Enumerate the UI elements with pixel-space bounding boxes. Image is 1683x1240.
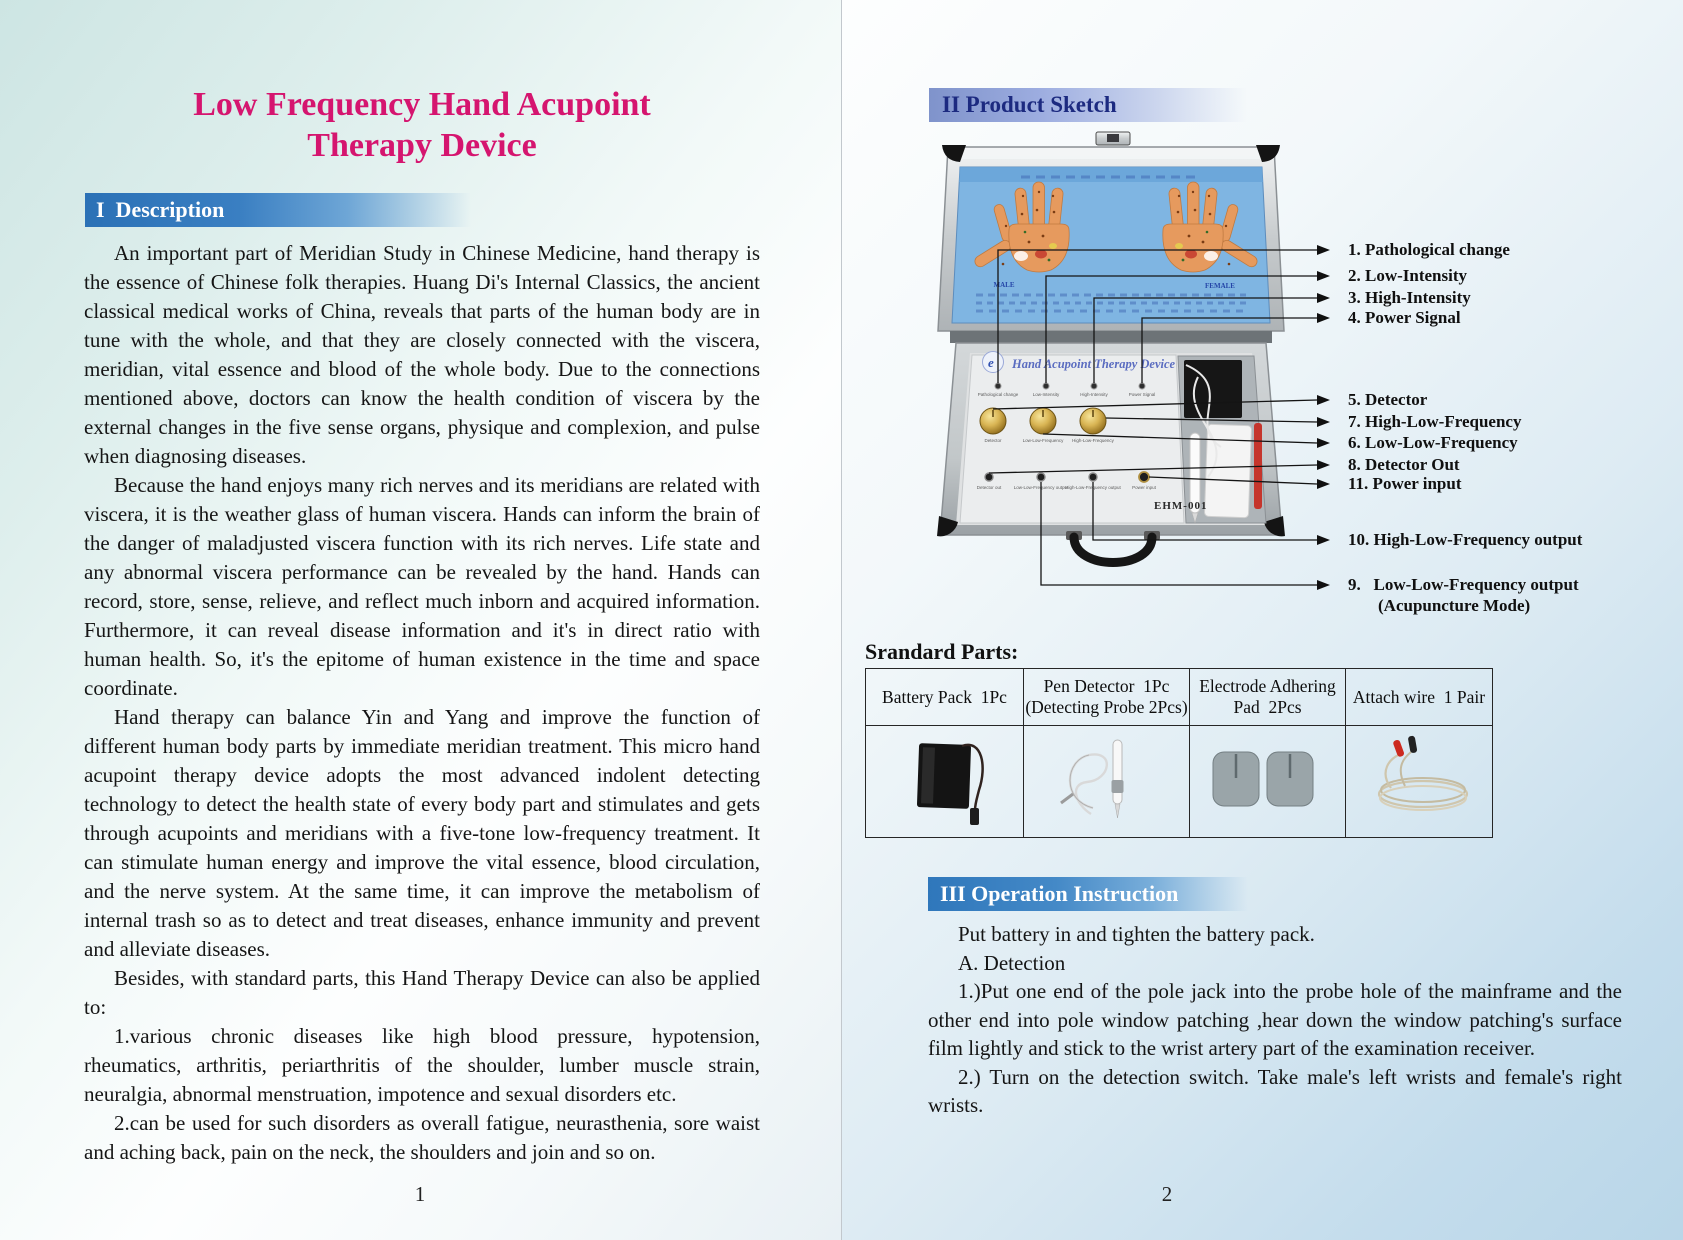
callout-arrow <box>1317 245 1330 590</box>
control-knobs <box>980 408 1115 443</box>
indicator-label: Low-Intensity <box>1032 392 1060 397</box>
description-text <box>84 239 760 1167</box>
knob-label: Low-Low-Frequency <box>1022 438 1064 443</box>
paragraph: A. Detection <box>958 950 1066 975</box>
section-heading-description: I Description <box>85 193 471 227</box>
male-label: MALE <box>993 281 1015 289</box>
page-right <box>841 0 1683 1240</box>
knob-label: High-Low-Frequency <box>1072 438 1114 443</box>
case-lid <box>938 145 1284 331</box>
page-left <box>0 0 841 1240</box>
parts-table <box>865 668 1493 838</box>
indicator-label: Pathological change <box>977 392 1019 397</box>
attach-wire-image <box>1345 726 1492 837</box>
callout-power-signal: 4. Power Signal <box>1348 308 1461 327</box>
detector-out-jack <box>985 473 993 481</box>
paragraph: 2.) Turn on the detection switch. Take male's left wrists and female's right wrists. <box>928 1064 1622 1117</box>
model-number: EHM-001 <box>1154 500 1208 512</box>
callout-detector: 5. Detector <box>1348 390 1428 409</box>
callout-power-input: 11. Power input <box>1348 474 1462 493</box>
callout-high-low-frequency: 7. High-Low-Frequency <box>1348 412 1522 431</box>
paragraph: Hand therapy can balance Yin and Yang and improve the function of different human body parts by immediate meridian treatment. This micro hand acupoint therapy device adopts the most advanced indolent detecting technology to detect the health state of every body part and stimulates and gets through acupoints and meridians with a five-tone low-frequency treatment. It can stimulate human energy and improve the vital essence, blood circulation, and the nerve system. At the same time, it can improve the metabolism of internal trash so as to detect and treat diseases, enhance immunity and prevent and alleviate diseases. <box>84 705 760 961</box>
callout-high-intensity: 3. High-Intensity <box>1348 288 1471 307</box>
device-case-illustration <box>936 125 1336 592</box>
high-low-frequency-output-jack <box>1089 473 1097 481</box>
paragraph: An important part of Meridian Study in Chinese Medicine, hand therapy is the essence of Chinese folk therapies. Huang Di's Internal Classics, the ancient classical medical works of China, reveals that parts of the human body are in tune with the whole, and that they are closely connected with the viscera, meridian, vital essence and blood of the whole body. Due to the connections mentioned above, doctors can know the health condition of viscera by the external changes in the five sense organs, physique and complexion, and pulse when diagnosing diseases. <box>84 241 760 468</box>
table-header-battery-pack: Battery Pack 1Pc <box>866 669 1023 726</box>
female-label: FEMALE <box>1205 282 1235 290</box>
paragraph: 2.can be used for such disorders as overall fatigue, neurasthenia, sore waist and aching back, pain on the neck, the shoulders and join and so on. <box>84 1111 760 1164</box>
jack-label: Low-Low-Frequency output <box>1013 485 1069 490</box>
knob-label: Detector <box>984 438 1002 443</box>
paragraph: Put battery in and tighten the battery pack. <box>958 922 1315 946</box>
device-brand-title: Hand Acupoint Therapy Device <box>1012 357 1176 371</box>
paragraph: 1.various chronic diseases like high blood pressure, hypotension, rheumatics, arthritis, periarthritis of the shoulder, lumber muscle strain, neuralgia, abnormal menstruation, impotence and sexual disorders etc. <box>84 1024 760 1106</box>
table-header-pen-detector: Pen Detector 1Pc (Detecting Probe 2Pcs) <box>1023 669 1189 726</box>
power-input-jack <box>1139 472 1149 482</box>
section-heading-operation-instruction: III Operation Instruction <box>928 877 1248 911</box>
paragraph: 1.)Put one end of the pole jack into the probe hole of the mainframe and the other end into pole window patching ,hear down the window patching's surface film lightly and stick to the wrist artery part of the examination receiver. <box>928 979 1622 1060</box>
title-line-2: Therapy Device <box>307 127 537 164</box>
page-title <box>84 84 760 166</box>
paragraph: Besides, with standard parts, this Hand Therapy Device can also be applied to: <box>84 966 760 1019</box>
standard-parts-heading: Srandard Parts: <box>865 639 1019 664</box>
pen-detector-image <box>1023 726 1189 837</box>
callout-detector-out: 8. Detector Out <box>1348 455 1460 474</box>
callout-low-low-frequency: 6. Low-Low-Frequency <box>1348 433 1518 452</box>
callout-high-low-frequency-output: 10. High-Low-Frequency output <box>1348 530 1583 549</box>
page-number-left: 1 <box>414 1182 426 1206</box>
paragraph: Because the hand enjoys many rich nerves and its meridians are related with viscera, it is the weather glass of human viscera. Hands can inform the brain of the danger of maladjusted viscera function with its rich nerves. Life state and any abnormal viscera performance can be revealed by the hand. Hands can record, store, sense, relieve, and reflect much inborn and acquired information. Furthermore, it can reveal disease information and it's in direct ratio with human health. So, it's the epitome of human existence in the time and space coordinate. <box>84 473 760 700</box>
low-low-frequency-output-jack <box>1037 473 1045 481</box>
indicator-label: High-Intensity <box>1080 392 1108 397</box>
jack-label: Power input <box>1132 485 1156 490</box>
title-line-1: Low Frequency Hand Acupoint <box>193 86 651 123</box>
callout-low-intensity: 2. Low-Intensity <box>1348 266 1468 285</box>
jack-label: High-Low-Frequency output <box>1065 485 1121 490</box>
product-figure <box>936 125 1336 592</box>
electrode-pad-image <box>1189 726 1345 837</box>
indicator-label: Power Signal <box>1128 392 1156 397</box>
section-heading-product-sketch: II Product Sketch <box>929 88 1247 122</box>
table-header-electrode-pad: Electrode Adhering Pad 2Pcs <box>1189 669 1345 726</box>
callout-low-low-frequency-output: 9. Low-Low-Frequency output <box>1348 575 1579 594</box>
battery-pack-image <box>866 726 1023 837</box>
table-header-attach-wire: Attach wire 1 Pair <box>1345 669 1492 726</box>
operation-text <box>928 920 1622 1120</box>
callout-pathological-change: 1. Pathological change <box>1348 240 1510 259</box>
page-number-right: 2 <box>1161 1182 1173 1206</box>
callout-acupuncture-mode: (Acupuncture Mode) <box>1378 596 1531 615</box>
jack-label: Detector out <box>976 485 1002 490</box>
svg-text:e: e <box>988 355 994 370</box>
